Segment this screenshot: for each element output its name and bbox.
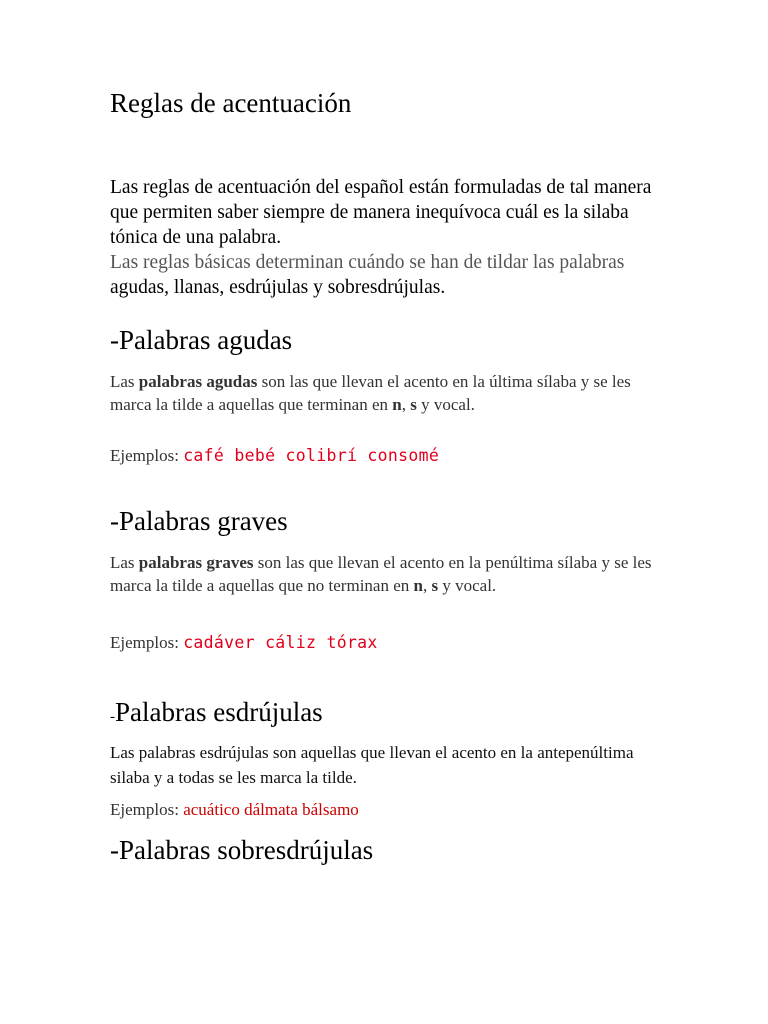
bold-letter: n [413, 576, 423, 595]
examples-label: Ejemplos: [110, 800, 184, 819]
text: son las que llevan el acento en la penúltima sílaba y se les marca la tilde a aquellas que no terminan en [110, 553, 652, 595]
paragraph-agudas [110, 370, 670, 416]
intro-paragraph [110, 175, 670, 300]
examples-graves [110, 633, 378, 653]
text: y vocal. [416, 395, 475, 414]
heading-agudas: -Palabras agudas [110, 325, 293, 355]
examples-esdrujulas [110, 800, 359, 820]
paragraph-graves [110, 551, 670, 597]
text: , [422, 576, 432, 595]
examples-words: acuático dálmata bálsamo [183, 800, 359, 819]
bold-letter: s [410, 395, 417, 414]
examples-words: cadáver cáliz tórax [183, 633, 378, 652]
text: , [401, 395, 411, 414]
heading-text: Palabras esdrújulas [115, 697, 323, 727]
text: son las que llevan el acento en la última sílaba y se les marca la tilde a aquellas que terminan en [110, 372, 631, 414]
examples-words: café bebé colibrí consomé [183, 446, 440, 465]
paragraph-esdrujulas: Las palabras esdrújulas son aquellas que llevan el acento en la antepenúltima silaba y a todas se les marca la tilde. [110, 743, 634, 787]
heading-graves: -Palabras graves [110, 506, 288, 536]
page-title: Reglas de acentuación [110, 88, 352, 118]
heading-sobresdrujulas: -Palabras sobresdrújulas [110, 835, 374, 865]
text: Las [110, 372, 139, 391]
bold-letter: s [431, 576, 439, 595]
intro-text: Las reglas de acentuación del español están formuladas de tal manera que permiten saber siempre de manera inequívoca cuál es la silaba tónica de una palabra. [110, 177, 652, 248]
intro-text-grey: Las reglas básicas determinan cuándo se han de tildar las palabras [110, 252, 625, 273]
heading-esdrujulas [110, 697, 323, 728]
bold-term: palabras agudas [138, 372, 258, 391]
intro-text-dark: agudas, llanas, esdrújulas y sobresdrújulas. [110, 277, 446, 298]
heading-dash: - [110, 709, 115, 725]
examples-label: Ejemplos: [110, 633, 184, 652]
text: y vocal. [438, 576, 497, 595]
examples-label: Ejemplos: [110, 446, 184, 465]
text: Las [110, 553, 139, 572]
bold-term: palabras graves [138, 553, 254, 572]
bold-letter: n [392, 395, 402, 414]
examples-agudas [110, 446, 439, 466]
